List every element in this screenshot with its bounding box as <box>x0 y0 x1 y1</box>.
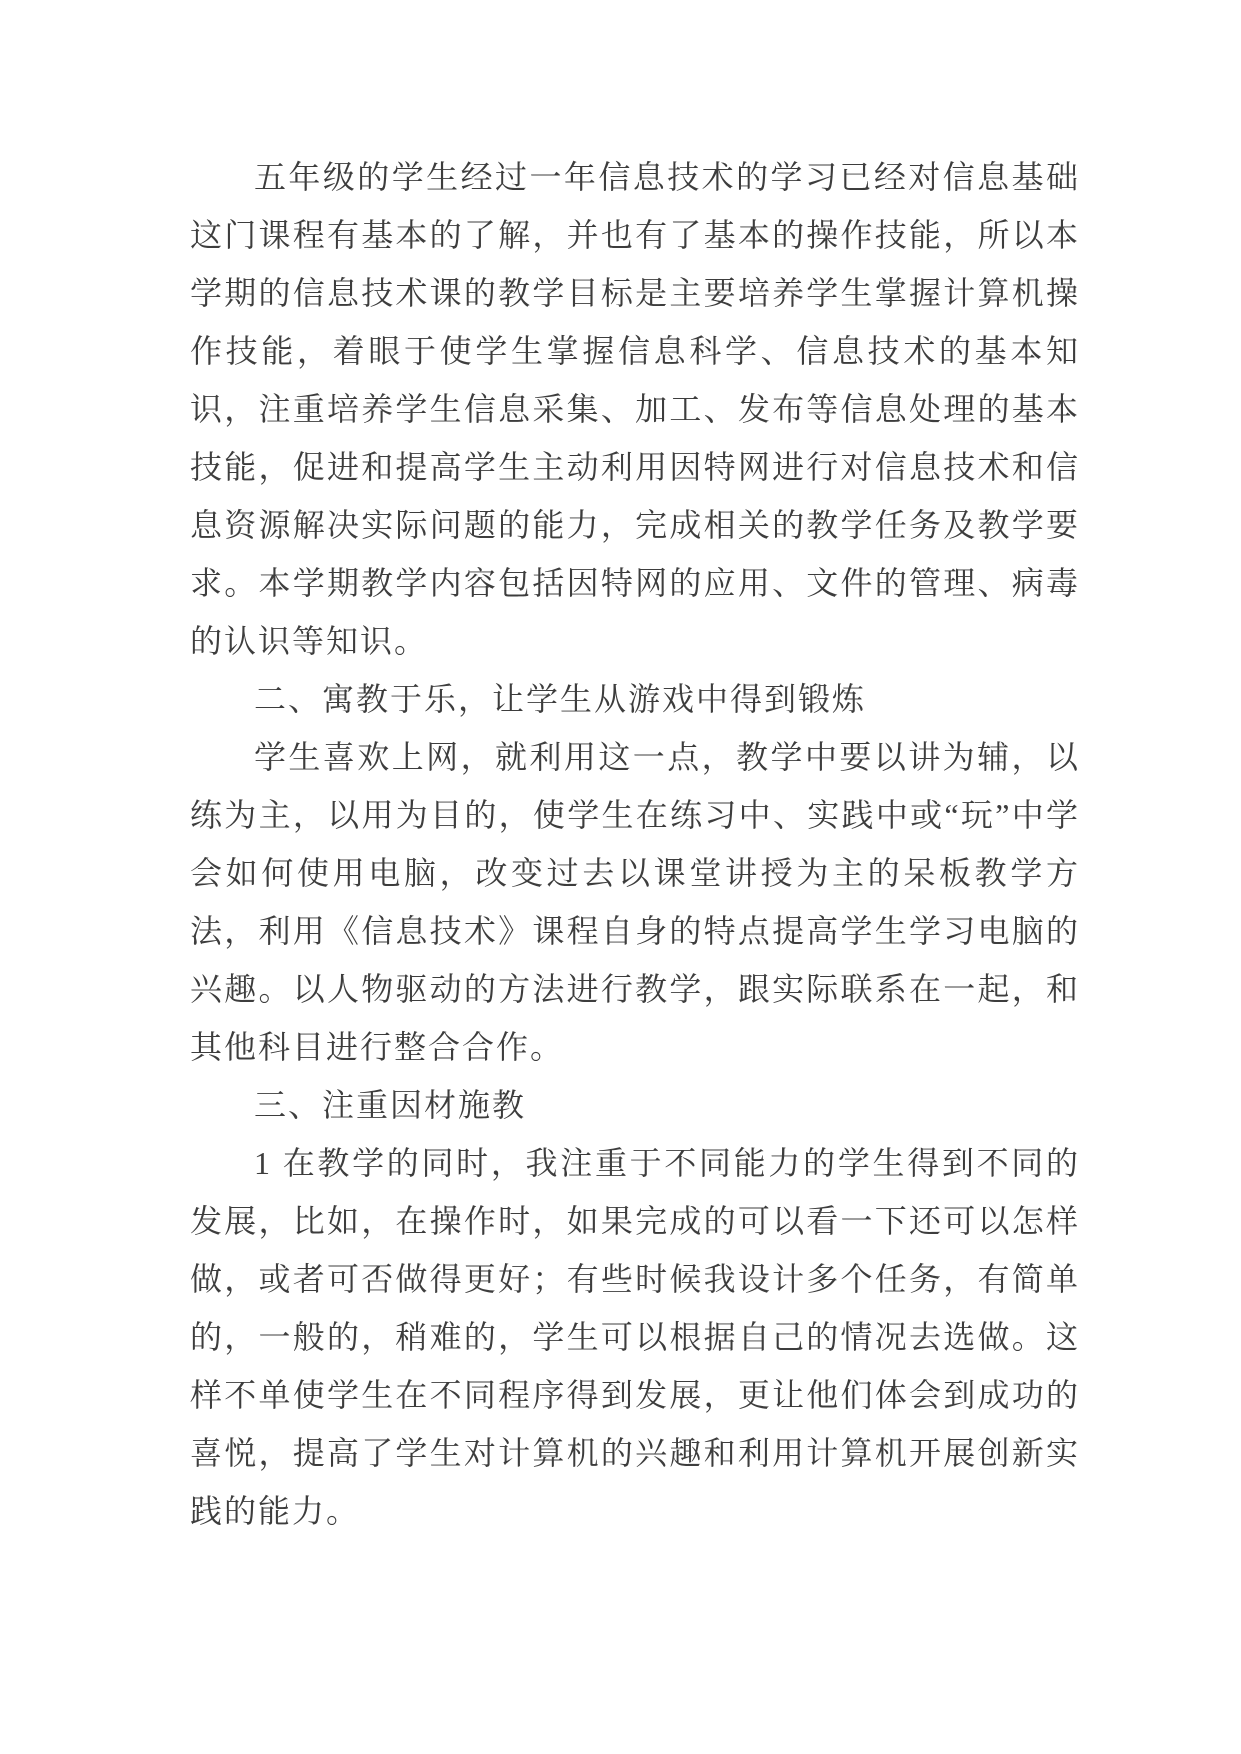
section-heading-2: 二、寓教于乐，让学生从游戏中得到锻炼 <box>254 681 867 717</box>
document-text-block <box>190 148 1080 1540</box>
paragraph-section-2: 学生喜欢上网，就利用这一点，教学中要以讲为辅，以练为主，以用为目的，使学生在练习中、实践中或“玩”中学会如何使用电脑，改变过去以课堂讲授为主的呆板教学方法，利用《信息技术》课程自身的特点提高学生学习电脑的兴趣。以人物驱动的方法进行教学，跟实际联系在一起，和其他科目进行整合合作。 <box>190 739 1080 1065</box>
paragraph-section-3: 1 在教学的同时，我注重于不同能力的学生得到不同的发展，比如，在操作时，如果完成的可以看一下还可以怎样做，或者可否做得更好；有些时候我设计多个任务，有简单的，一般的，稍难的，学生可以根据自己的情况去选做。这样不单使学生在不同程序得到发展，更让他们体会到成功的喜悦，提高了学生对计算机的兴趣和利用计算机开展创新实践的能力。 <box>190 1145 1080 1529</box>
section-heading-3: 三、注重因材施教 <box>254 1087 527 1123</box>
paragraph-intro: 五年级的学生经过一年信息技术的学习已经对信息基础这门课程有基本的了解，并也有了基本的操作技能，所以本学期的信息技术课的教学目标是主要培养学生掌握计算机操作技能，着眼于使学生掌握信息科学、信息技术的基本知识，注重培养学生信息采集、加工、发布等信息处理的基本技能，促进和提高学生主动利用因特网进行对信息技术和信息资源解决实际问题的能力，完成相关的教学任务及教学要求。本学期教学内容包括因特网的应用、文件的管理、病毒的认识等知识。 <box>190 159 1080 659</box>
